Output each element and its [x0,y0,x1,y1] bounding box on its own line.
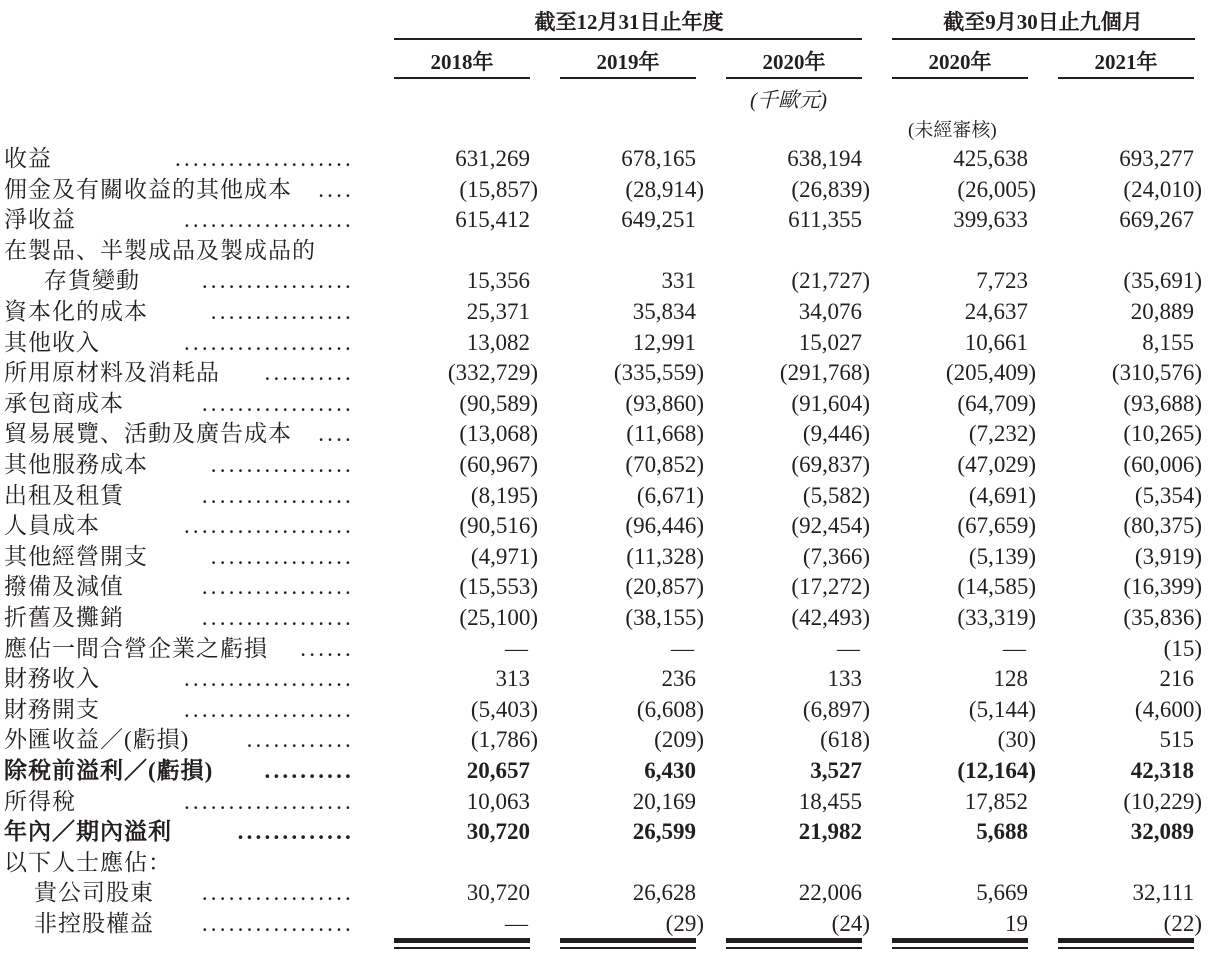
value-2019: 12,991 [632,329,696,355]
value-2018: — [505,635,528,661]
annual-header-rule [394,38,862,40]
value-2018: (15,553) [459,574,538,600]
table-row [0,602,1226,633]
double-rule-2020-lower [726,947,862,949]
value-2020-nine-months: 399,633 [953,207,1028,233]
value-2018: (60,967) [459,452,538,477]
value-2020: (91,604) [791,390,870,416]
value-2020-nine-months: 17,852 [964,788,1028,814]
value-2018: (25,100) [459,605,538,630]
table-row [0,633,1226,664]
value-2020-nine-months: — [1003,635,1026,661]
leader-dots: ................... [183,207,354,233]
value-2020-nine-months: 24,637 [964,299,1028,324]
table-row [0,877,1226,908]
year-header-2021-nine-months: 2021年 [1094,50,1158,74]
unaudited-note: (未經審核) [908,120,997,141]
value-2021-nine-months: (15) [1163,635,1202,661]
table-row [0,265,1226,296]
value-2020-nine-months: (5,139) [968,543,1036,569]
value-2018: 313 [495,666,530,692]
leader-dots: ................. [201,880,354,906]
row-label: 除稅前溢利／(虧損) [4,758,214,783]
value-2020: 638,194 [787,146,862,171]
table-row [0,724,1226,755]
table-row [0,755,1226,786]
value-2021-nine-months: (310,576) [1111,360,1202,386]
table-row [0,480,1226,511]
value-2018: 30,720 [466,880,530,906]
row-label: 人員成本 [4,513,100,539]
value-2021-nine-months: 42,318 [1130,758,1194,783]
value-2020: (24) [831,911,870,936]
value-2020-nine-months: (64,709) [957,390,1036,416]
leader-dots: ................ [210,452,354,477]
value-2018: (90,589) [459,390,538,416]
row-label: 以下人士應佔： [4,849,172,875]
table-row [0,908,1226,939]
leader-dots: ................. [201,605,354,630]
row-label: 貴公司股東 [34,880,154,906]
double-rule-2021-nine-months-lower [1058,947,1194,949]
leader-dots: ................. [201,482,354,508]
value-2018: (8,195) [470,482,538,508]
double-rule-2019-lower [560,947,696,949]
value-2020: 611,355 [788,207,862,233]
value-2019: 236 [661,666,696,692]
value-2020: (92,454) [791,513,870,539]
value-2020-nine-months: (205,409) [945,360,1036,386]
value-2020-nine-months: (30) [997,727,1036,753]
table-row [0,418,1226,449]
row-label: 佣金及有關收益的其他成本 [4,176,292,202]
value-2019: (11,668) [626,421,704,447]
value-2020: 22,006 [798,880,862,906]
leader-dots: ................... [183,788,354,814]
row-label: 淨收益 [4,207,76,233]
year-header-2020: 2020年 [762,50,826,74]
row-label: 收益 [4,146,52,171]
value-2020: (6,897) [802,696,870,722]
row-label: 非控股權益 [34,911,154,936]
row-label: 財務開支 [4,696,100,722]
table-row [0,816,1226,847]
table-row [0,388,1226,419]
value-2020: (69,837) [791,452,870,477]
table-row [0,847,1226,878]
table-row [0,786,1226,817]
value-2020-nine-months: 7,723 [976,268,1028,294]
value-2020-nine-months: 19 [1005,911,1028,936]
table-row [0,174,1226,205]
value-2019: (29) [665,911,704,936]
value-2020: (5,582) [802,482,870,508]
value-2020-nine-months: (4,691) [968,482,1036,508]
double-rule-2020-nine-months-lower [892,947,1028,949]
leader-dots: ................. [201,911,354,936]
leader-dots: .......... [264,758,354,783]
row-label: 資本化的成本 [4,299,148,324]
value-2020-nine-months: (47,029) [957,452,1036,477]
table-row [0,357,1226,388]
value-2019: (93,860) [625,390,704,416]
value-2019: (20,857) [625,574,704,600]
value-2020: (291,768) [779,360,870,386]
value-2018: 30,720 [466,819,530,845]
value-2018: 13,082 [466,329,530,355]
value-2018: (332,729) [447,360,538,386]
value-2020-nine-months: 425,638 [953,146,1028,171]
value-2021-nine-months: 669,267 [1119,207,1194,233]
value-2020: (26,839) [791,176,870,202]
value-2021-nine-months: (35,836) [1123,605,1202,630]
row-label: 年內／期內溢利 [4,819,172,845]
table-row [0,694,1226,725]
value-2019: (96,446) [625,513,704,539]
value-2021-nine-months: 32,089 [1130,819,1194,845]
value-2018: 615,412 [455,207,530,233]
value-2019: 331 [661,268,696,294]
value-2020: (9,446) [802,421,870,447]
value-2021-nine-months: 693,277 [1119,146,1194,171]
leader-dots: ................. [201,574,354,600]
value-2021-nine-months: (16,399) [1123,574,1202,600]
leader-dots: ................ [210,299,354,324]
year-rule-2021-nine-months [1058,77,1194,79]
value-2021-nine-months: 515 [1159,727,1194,753]
year-header-2020-nine-months: 2020年 [928,50,992,74]
leader-dots: ................... [183,696,354,722]
value-2021-nine-months: (93,688) [1123,390,1202,416]
value-2021-nine-months: (80,375) [1123,513,1202,539]
value-2020: (17,272) [791,574,870,600]
leader-dots: ................... [183,513,354,539]
value-2020: 21,982 [798,819,862,845]
value-2018: (90,516) [459,513,538,539]
currency-unit-note: (千歐元) [750,88,827,112]
value-2019: (38,155) [625,605,704,630]
nine-months-header: 截至9月30日止九個月 [943,10,1143,34]
value-2021-nine-months: (5,354) [1134,482,1202,508]
annual-period-header: 截至12月31日止年度 [534,10,724,34]
double-rule-2018-lower [394,947,530,949]
table-row [0,143,1226,174]
row-label: 外匯收益／(虧損) [4,727,190,753]
value-2021-nine-months: (24,010) [1123,176,1202,202]
table-row [0,449,1226,480]
value-2021-nine-months: (22) [1163,911,1202,936]
value-2018: 631,269 [455,146,530,171]
value-2018: 15,356 [466,268,530,294]
value-2020: 15,027 [798,329,862,355]
year-header-2018: 2018年 [430,50,494,74]
value-2018: (13,068) [459,421,538,447]
leader-dots: .... [318,176,354,202]
value-2020: (42,493) [791,605,870,630]
value-2020-nine-months: (26,005) [957,176,1036,202]
row-label: 折舊及攤銷 [4,605,124,630]
leader-dots: ................... [183,666,354,692]
value-2020: 18,455 [798,788,862,814]
value-2019: (11,328) [626,543,704,569]
value-2020-nine-months: (67,659) [957,513,1036,539]
leader-dots: ................. [201,268,354,294]
double-rule-2020 [726,938,862,943]
leader-dots: .................... [175,146,354,171]
row-label: 其他收入 [4,329,100,355]
value-2020: — [837,635,860,661]
value-2019: 35,834 [632,299,696,324]
value-2018: 25,371 [466,299,530,324]
leader-dots: ................ [210,543,354,569]
double-rule-2019 [560,938,696,943]
value-2021-nine-months: 216 [1159,666,1194,692]
value-2020: 34,076 [798,299,862,324]
table-row [0,663,1226,694]
value-2020-nine-months: (12,164) [957,758,1036,783]
value-2018: (5,403) [470,696,538,722]
table-row [0,541,1226,572]
row-label: 貿易展覽、活動及廣告成本 [4,421,292,447]
value-2021-nine-months: (60,006) [1123,452,1202,477]
value-2020: (7,366) [802,543,870,569]
value-2019: (70,852) [625,452,704,477]
value-2020-nine-months: (7,232) [968,421,1036,447]
table-row [0,235,1226,266]
value-2021-nine-months: (3,919) [1134,543,1202,569]
table-row [0,571,1226,602]
leader-dots: .... [318,421,354,447]
value-2020: 133 [827,666,862,692]
value-2018: (15,857) [459,176,538,202]
value-2018: (1,786) [470,727,538,753]
value-2021-nine-months: (35,691) [1123,268,1202,294]
row-label: 撥備及減值 [4,574,124,600]
value-2019: 678,165 [621,146,696,171]
row-label: 其他經營開支 [4,543,148,569]
value-2021-nine-months: (10,265) [1123,421,1202,447]
value-2019: (335,559) [613,360,704,386]
value-2019: (6,608) [636,696,704,722]
value-2018: (4,971) [470,543,538,569]
row-label: 出租及租賃 [4,482,124,508]
value-2020-nine-months: (33,319) [957,605,1036,630]
row-label: 其他服務成本 [4,452,148,477]
value-2019: 649,251 [621,207,696,233]
row-label: 應佔一間合營企業之虧損 [4,635,268,661]
table-row [0,510,1226,541]
value-2019: 26,599 [632,819,696,845]
year-header-2019: 2019年 [596,50,660,74]
leader-dots: ...... [300,635,354,661]
value-2018: — [505,911,528,936]
value-2018: 10,063 [466,788,530,814]
leader-dots: ............. [237,819,354,845]
value-2019: 20,169 [632,788,696,814]
value-2020-nine-months: (14,585) [957,574,1036,600]
value-2019: — [671,635,694,661]
value-2021-nine-months: 32,111 [1132,880,1194,906]
value-2020-nine-months: 10,661 [964,329,1028,355]
table-row [0,327,1226,358]
year-rule-2020 [726,77,862,79]
value-2019: (6,671) [636,482,704,508]
row-label: 所用原材料及消耗品 [4,360,220,386]
value-2021-nine-months: 8,155 [1142,329,1194,355]
double-rule-2021-nine-months [1058,938,1194,943]
row-label: 承包商成本 [4,390,124,416]
value-2021-nine-months: (10,229) [1123,788,1202,814]
value-2019: (209) [654,727,704,753]
row-label: 所得稅 [4,788,76,814]
value-2019: 6,430 [644,758,696,783]
value-2021-nine-months: (4,600) [1134,696,1202,722]
leader-dots: ................. [201,390,354,416]
table-row [0,204,1226,235]
double-rule-2020-nine-months [892,938,1028,943]
value-2020: (618) [820,727,870,753]
value-2020-nine-months: 5,669 [976,880,1028,906]
value-2020: 3,527 [810,758,862,783]
value-2019: (28,914) [625,176,704,202]
year-rule-2020-nine-months [892,77,1028,79]
year-rule-2019 [560,77,696,79]
row-label: 在製品、半製成品及製成品的 [4,237,316,263]
row-label: 存貨變動 [44,268,140,294]
row-label: 財務收入 [4,666,100,692]
value-2020-nine-months: (5,144) [968,696,1036,722]
value-2018: 20,657 [466,758,530,783]
value-2020-nine-months: 5,688 [976,819,1028,845]
leader-dots: .......... [264,360,354,386]
value-2020-nine-months: 128 [993,666,1028,692]
table-row [0,296,1226,327]
value-2021-nine-months: 20,889 [1130,299,1194,324]
leader-dots: ................... [183,329,354,355]
nine-months-header-rule [892,38,1195,40]
double-rule-2018 [394,938,530,943]
leader-dots: ............ [246,727,354,753]
value-2019: 26,628 [632,880,696,906]
value-2020: (21,727) [791,268,870,294]
year-rule-2018 [394,77,530,79]
